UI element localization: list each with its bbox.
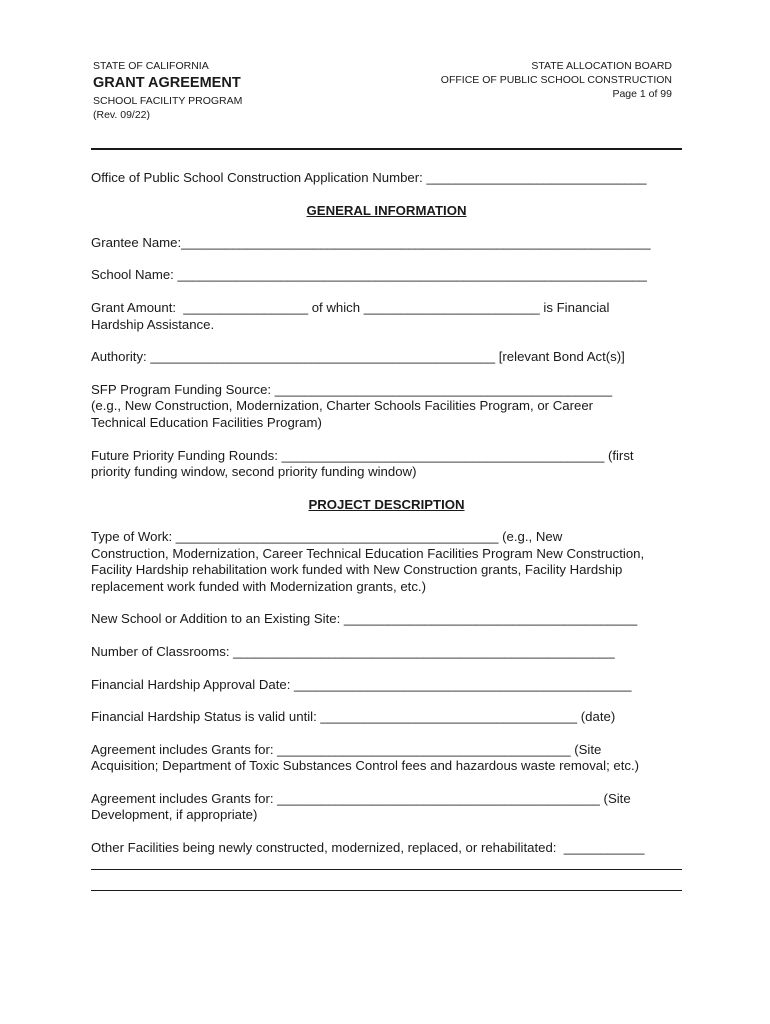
header-divider bbox=[91, 148, 682, 150]
footer-divider bbox=[91, 869, 682, 870]
office-label: OFFICE OF PUBLIC SCHOOL CONSTRUCTION bbox=[440, 74, 672, 86]
grants-development-text: Development, if appropriate) bbox=[91, 807, 258, 822]
priority-rounds-text: priority funding window, second priority funding window) bbox=[91, 464, 417, 479]
program-label: SCHOOL FACILITY PROGRAM bbox=[93, 95, 243, 107]
type-of-work-field[interactable]: Type of Work: ____________________________________________ (e.g., New bbox=[91, 529, 563, 544]
funding-source-text: (e.g., New Construction, Modernization, Charter Schools Facilities Program, or Career bbox=[91, 398, 594, 413]
type-of-work-text: Facility Hardship rehabilitation work funded with New Construction grants, Facility Hardship bbox=[91, 562, 623, 577]
grantee-name-field[interactable]: Grantee Name:________________________________________________________________ bbox=[91, 235, 651, 250]
application-number-field[interactable]: Office of Public School Construction Application Number: ______________________________ bbox=[91, 170, 647, 185]
project-description-heading: PROJECT DESCRIPTION bbox=[308, 497, 465, 512]
grants-site-text: Acquisition; Department of Toxic Substances Control fees and hazardous waste removal; etc.) bbox=[91, 758, 640, 773]
authority-field[interactable]: Authority: _______________________________________________ [relevant Bond Act(s)] bbox=[91, 349, 625, 364]
hardship-status-field[interactable]: Financial Hardship Status is valid until: ___________________________________ (date) bbox=[91, 709, 616, 724]
grants-site-field[interactable]: Agreement includes Grants for: ________________________________________ (Site bbox=[91, 742, 602, 757]
header-right bbox=[342, 59, 672, 101]
other-facilities-field[interactable]: Other Facilities being newly constructed, modernized, replaced, or rehabilitated: ___________ bbox=[91, 840, 645, 855]
revision-label: (Rev. 09/22) bbox=[93, 109, 150, 121]
hardship-approval-field[interactable]: Financial Hardship Approval Date: ______________________________________________ bbox=[91, 677, 632, 692]
state-label: STATE OF CALIFORNIA bbox=[93, 60, 209, 72]
type-of-work-text: replacement work funded with Modernization grants, etc.) bbox=[91, 579, 426, 594]
grants-development-field[interactable]: Agreement includes Grants for: ____________________________________________ (Site bbox=[91, 791, 631, 806]
footer-divider bbox=[91, 890, 682, 891]
board-label: STATE ALLOCATION BOARD bbox=[531, 60, 672, 72]
grant-amount-text: Hardship Assistance. bbox=[91, 317, 215, 332]
funding-source-text: Technical Education Facilities Program) bbox=[91, 415, 322, 430]
school-name-field[interactable]: School Name: ________________________________________________________________ bbox=[91, 267, 647, 282]
classrooms-field[interactable]: Number of Classrooms: ____________________________________________________ bbox=[91, 644, 615, 659]
new-school-field[interactable]: New School or Addition to an Existing Site: ________________________________________ bbox=[91, 611, 638, 626]
document-title: GRANT AGREEMENT bbox=[93, 75, 241, 91]
funding-source-field[interactable]: SFP Program Funding Source: ______________________________________________ bbox=[91, 382, 613, 397]
general-information-heading: GENERAL INFORMATION bbox=[306, 203, 467, 218]
priority-rounds-field[interactable]: Future Priority Funding Rounds: ____________________________________________ (first bbox=[91, 448, 634, 463]
grant-amount-field[interactable]: Grant Amount: _________________ of which ________________________ is Financial bbox=[91, 300, 610, 315]
type-of-work-text: Construction, Modernization, Career Technical Education Facilities Program New Construction, bbox=[91, 546, 645, 561]
page-number: Page 1 of 99 bbox=[612, 88, 672, 100]
